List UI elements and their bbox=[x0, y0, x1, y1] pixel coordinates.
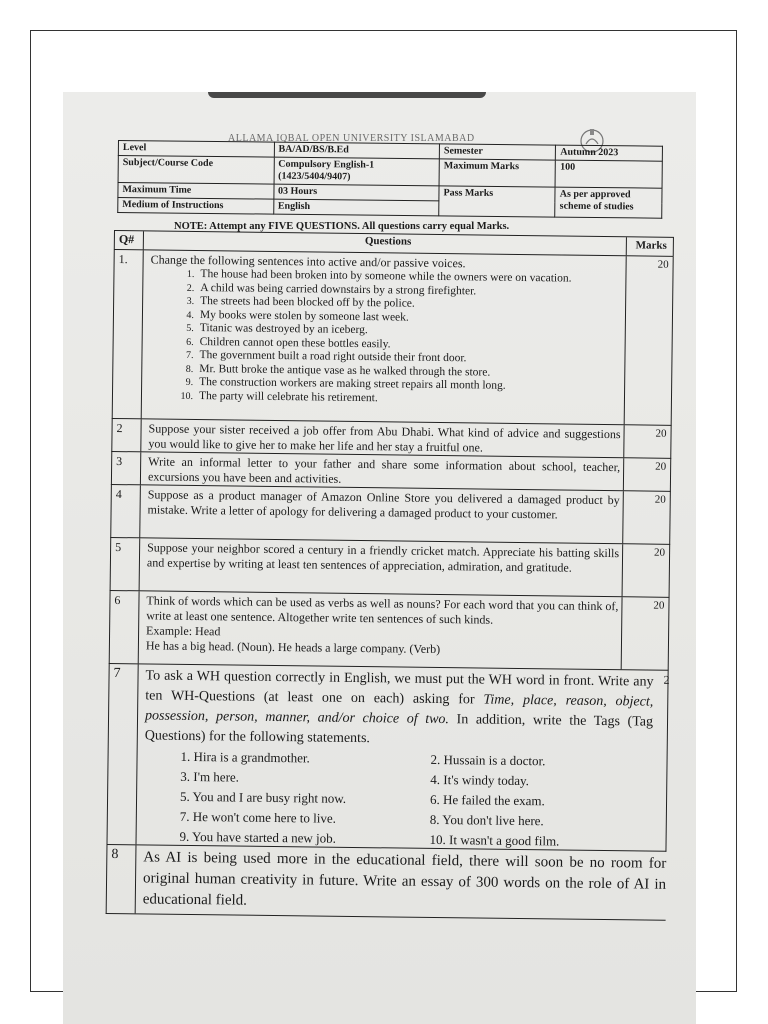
question-row-8 bbox=[106, 845, 667, 921]
level-label: Level bbox=[118, 141, 274, 158]
question-text: Suppose as a product manager of Amazon Online Store you delivered a damaged product by mistake. Write a letter of apology for delivering a damaged product to your customer. bbox=[147, 487, 620, 522]
list-item: 7. The government built a road right outside their front door. bbox=[185, 349, 467, 365]
example-label: Example: Head bbox=[146, 623, 221, 639]
list-item: 8. Mr. Butt broke the antique vase as he walked through the store. bbox=[185, 362, 491, 379]
list-item: 2. A child was being carried downstairs by a strong firefighter. bbox=[186, 281, 477, 297]
subject-value: Compulsory English-1 (1423/5404/9407) bbox=[274, 157, 440, 186]
question-marks: 20 bbox=[655, 460, 667, 473]
list-item: 9. The construction workers are making street repairs all month long. bbox=[185, 376, 506, 392]
question-number: 2 bbox=[116, 421, 123, 436]
question-marks: 20 bbox=[655, 427, 667, 440]
question-marks: 20 bbox=[654, 493, 666, 506]
question-number: 4 bbox=[115, 487, 122, 502]
question-7-part-b: In addition, write the Tags (Tag Questions) for the following statements. bbox=[144, 712, 654, 747]
list-item: 2. Hussain is a doctor. bbox=[430, 751, 546, 769]
question-7-italic: Time, place, reason, object, possession, person, manner, and/or choice of two. bbox=[144, 692, 654, 728]
exam-info-table bbox=[117, 140, 663, 219]
max-time-value: 03 Hours bbox=[273, 184, 439, 201]
list-item: 5. You and I are busy right now. bbox=[179, 788, 347, 806]
question-row-1 bbox=[112, 250, 674, 426]
pass-marks-label: Pass Marks bbox=[439, 186, 556, 217]
max-marks-label: Maximum Marks bbox=[439, 159, 556, 187]
medium-value: English bbox=[273, 199, 439, 216]
questions-header: Questions bbox=[364, 235, 412, 248]
question-6-prompt: Think of words which can be used as verbs as well as nouns? For each word that you can think of, write at least one sentence. Altogether write ten sentences of such kinds. bbox=[146, 593, 619, 627]
question-row-4 bbox=[110, 485, 671, 545]
list-item: 1. The house had been broken into by someone while the owners were on vacation. bbox=[186, 268, 572, 285]
marks-header: Marks bbox=[635, 239, 667, 252]
list-item: 9. You have started a new job. bbox=[179, 828, 337, 846]
question-text bbox=[149, 252, 617, 408]
pass-marks-value: As per approved scheme of studies bbox=[555, 187, 662, 218]
question-number: 3 bbox=[116, 454, 123, 469]
subject-label: Subject/Course Code bbox=[118, 156, 274, 185]
question-text: Suppose your sister received a job offer from Abu Dhabi. What kind of advice and suggestions you would like to give her to make her life and her stay a fruitful one. bbox=[148, 421, 621, 455]
list-item: 4. My books were stolen by someone last week. bbox=[186, 308, 409, 324]
question-number: 5 bbox=[115, 540, 122, 555]
question-row-5 bbox=[110, 538, 671, 598]
question-number: 1. bbox=[118, 252, 128, 267]
exam-note: NOTE: Attempt any FIVE QUESTIONS. All questions carry equal Marks. bbox=[174, 221, 510, 232]
question-marks: 20 bbox=[653, 599, 665, 612]
question-marks: 20 bbox=[654, 546, 666, 559]
list-item: 8. You don't live here. bbox=[429, 811, 544, 829]
semester-value: Autumn 2023 bbox=[556, 145, 663, 161]
list-item: 5. Titanic was destroyed by an iceberg. bbox=[186, 322, 368, 337]
qno-header: Q# bbox=[118, 232, 135, 247]
question-1-prompt: Change the following sentences into active and/or passive voices. bbox=[150, 252, 466, 271]
list-item: 6. He failed the exam. bbox=[429, 791, 545, 809]
max-time-label: Maximum Time bbox=[118, 183, 274, 200]
question-text: As AI is being used more in the educational field, there will soon be no room for original human creativity in future. Write an essay of 300 words on the role of AI in educational field. bbox=[142, 849, 667, 909]
medium-label: Medium of Instructions bbox=[118, 198, 274, 215]
question-7-part-a: To ask a WH question correctly in English, we must put the WH word in front. Write any ten WH-Questions (at least one on each) asking for bbox=[145, 668, 654, 708]
list-item: 10. The party will celebrate his retirement. bbox=[180, 389, 378, 404]
list-item: 6. Children cannot open these bottles easily. bbox=[186, 335, 391, 350]
question-row-7 bbox=[106, 664, 668, 852]
list-item: 3. I'm here. bbox=[180, 768, 240, 785]
level-value: BA/AD/BS/B.Ed bbox=[274, 142, 440, 159]
voice-sentence-list bbox=[149, 267, 617, 408]
question-marks: 20 bbox=[657, 258, 669, 271]
list-item: 10. It wasn't a good film. bbox=[429, 831, 560, 849]
question-text bbox=[143, 666, 653, 852]
example-text: He has a big head. (Noun). He heads a large company. (Verb) bbox=[145, 638, 441, 657]
list-item: 3. The streets had been blocked off by the police. bbox=[186, 295, 415, 310]
questions-table bbox=[106, 230, 674, 921]
question-text bbox=[146, 593, 619, 659]
semester-label: Semester bbox=[439, 144, 555, 160]
tag-statements-grid bbox=[143, 746, 652, 852]
paper-clip-shadow bbox=[208, 92, 486, 98]
list-item: 4. It's windy today. bbox=[430, 771, 530, 789]
question-text: Suppose your neighbor scored a century in a friendly cricket match. Appreciate his batting skills and expertise by writing at least ten sentences of appreciation, admiration, and gratitude. bbox=[146, 540, 620, 575]
question-number: 7 bbox=[113, 666, 121, 682]
list-item: 1. Hira is a grandmother. bbox=[180, 748, 310, 766]
question-row-6 bbox=[109, 591, 670, 671]
university-name: ALLAMA IQBAL OPEN UNIVERSITY ISLAMABAD bbox=[228, 133, 475, 144]
question-marks: 2 bbox=[663, 672, 670, 687]
question-text: Write an informal letter to your father and share some information about school, teacher, excursions you have been and activities. bbox=[147, 454, 621, 486]
question-number: 6 bbox=[114, 593, 121, 608]
question-number: 8 bbox=[111, 847, 119, 863]
list-item: 7. He won't come here to live. bbox=[179, 808, 337, 826]
max-marks-value: 100 bbox=[555, 160, 662, 188]
